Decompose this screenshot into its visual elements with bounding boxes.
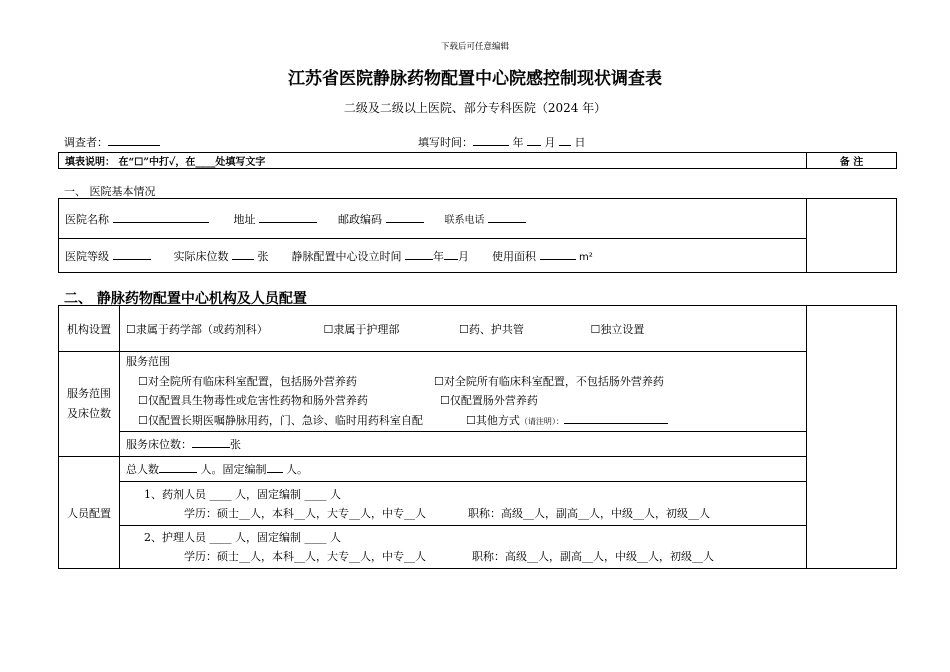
year-label: 年	[512, 136, 524, 149]
section2-table	[58, 305, 897, 569]
service-option-other[interactable]: ☐其他方式	[466, 413, 520, 427]
phone-field[interactable]	[488, 212, 526, 223]
form-subtitle: 二级及二级以上医院、部分专科医院（2024 年）	[343, 101, 607, 115]
section1-table	[58, 198, 897, 273]
address-field[interactable]	[259, 212, 317, 223]
phone-label: 联系电话	[444, 214, 485, 226]
staff-label: 人员配置	[59, 457, 120, 569]
beds-label: 实际床位数	[173, 249, 229, 263]
established-year-label: 年	[433, 249, 444, 263]
org-option-joint[interactable]: ☐药、护共管	[459, 322, 524, 336]
nurse-staff-title: 职称：高级__人，副高__人，中级__人，初级__人	[472, 550, 714, 563]
instructions-table	[58, 152, 897, 169]
top-note: 下载后可任意编辑	[440, 42, 509, 52]
org-option-pharmacy[interactable]: ☐隶属于药学部（或药剂科）	[126, 322, 268, 336]
service-label-line2: 及床位数	[67, 407, 111, 420]
day-field[interactable]	[559, 135, 571, 146]
area-field[interactable]	[540, 249, 576, 260]
service-other-field[interactable]	[564, 413, 668, 424]
level-field[interactable]	[113, 249, 151, 260]
pharm-staff-line: 1、药剂人员 ____ 人，固定编制 ____ 人	[144, 487, 341, 501]
staff-total-mid: 人。固定编制	[200, 463, 267, 476]
nurse-staff-cell	[120, 526, 807, 569]
hospital-name-field[interactable]	[113, 212, 209, 223]
org-label: 机构设置	[59, 306, 120, 352]
remark-header: 备 注	[807, 153, 897, 169]
hospital-info-row1	[59, 199, 807, 239]
area-label: 使用面积	[492, 249, 536, 263]
pharm-staff-cell	[120, 482, 807, 526]
level-label: 医院等级	[65, 249, 109, 263]
pharm-staff-education: 学历：硕士__人，本科__人，大专__人，中专__人	[184, 506, 426, 520]
area-unit: m²	[579, 251, 593, 263]
month-field[interactable]	[527, 135, 541, 146]
established-label: 静脉配置中心设立时间	[291, 249, 402, 263]
service-option-pn-only[interactable]: ☐仅配置肠外营养药	[440, 394, 538, 407]
surveyor-label: 调查者：	[64, 136, 108, 149]
service-beds-label: 服务床位数：	[126, 438, 192, 451]
established-year-field[interactable]	[405, 249, 433, 260]
day-label: 日	[574, 136, 586, 149]
postcode-label: 邮政编码	[338, 212, 382, 226]
staff-total-field[interactable]	[159, 462, 197, 473]
org-option-independent[interactable]: ☐独立设置	[590, 322, 645, 336]
month-label: 月	[544, 136, 556, 149]
surveyor-row	[64, 134, 160, 150]
service-beds-cell	[120, 432, 807, 457]
nurse-staff-line: 2、护理人员 ____ 人，固定编制 ____ 人	[144, 531, 341, 544]
form-title: 江苏省医院静脉药物配置中心院感控制现状调查表	[288, 69, 662, 89]
surveyor-field[interactable]	[108, 135, 160, 146]
fill-time-row	[418, 134, 586, 150]
year-field[interactable]	[473, 135, 509, 146]
staff-total-suffix: 人。	[286, 463, 308, 476]
hospital-name-label: 医院名称	[65, 212, 109, 226]
org-options	[120, 306, 807, 352]
service-beds-field[interactable]	[192, 437, 230, 448]
established-month-field[interactable]	[444, 249, 458, 260]
service-label	[59, 352, 120, 457]
section1-remark-cell	[807, 199, 897, 273]
staff-total-prefix: 总人数	[126, 463, 159, 476]
hospital-info-row2	[59, 239, 807, 273]
service-option-all-with-pn[interactable]: ☐对全院所有临床科室配置，包括肠外营养药	[138, 374, 357, 388]
service-scope-label: 服务范围	[126, 355, 170, 368]
section1-heading: 一、 医院基本情况	[64, 185, 156, 198]
service-option-all-without-pn[interactable]: ☐对全院所有临床科室配置，不包括肠外营养药	[434, 374, 664, 388]
established-month-label: 月	[458, 249, 469, 263]
service-other-note: （请注明）：	[519, 416, 564, 426]
postcode-field[interactable]	[386, 212, 424, 223]
fill-time-label: 填写时间：	[418, 136, 473, 149]
section2-remark-cell	[807, 306, 897, 569]
beds-field[interactable]	[232, 249, 254, 260]
section2-heading: 二、 静脉药物配置中心机构及人员配置	[64, 291, 307, 307]
beds-unit: 张	[257, 249, 269, 263]
service-scope-cell	[120, 352, 807, 432]
service-beds-unit: 张	[230, 438, 241, 451]
org-option-nursing[interactable]: ☐隶属于护理部	[323, 322, 400, 336]
service-option-long-term[interactable]: ☐仅配置长期医嘱静脉用药，门、急诊、临时用药科室自配	[138, 413, 423, 427]
nurse-staff-education: 学历：硕士__人，本科__人，大专__人，中专__人	[184, 550, 426, 563]
staff-fixed-field[interactable]	[267, 462, 283, 473]
pharm-staff-title: 职称：高级__人，副高__人，中级__人，初级__人	[468, 506, 710, 520]
instructions-text: 填表说明： 在“☐”中打✓，在____处填写文字	[59, 153, 807, 169]
address-label: 地址	[233, 212, 256, 226]
staff-total-cell	[120, 457, 807, 482]
service-label-line1: 服务范围	[67, 387, 111, 400]
service-option-toxic-and-pn[interactable]: ☐仅配置具生物毒性或危害性药物和肠外营养药	[138, 394, 368, 407]
